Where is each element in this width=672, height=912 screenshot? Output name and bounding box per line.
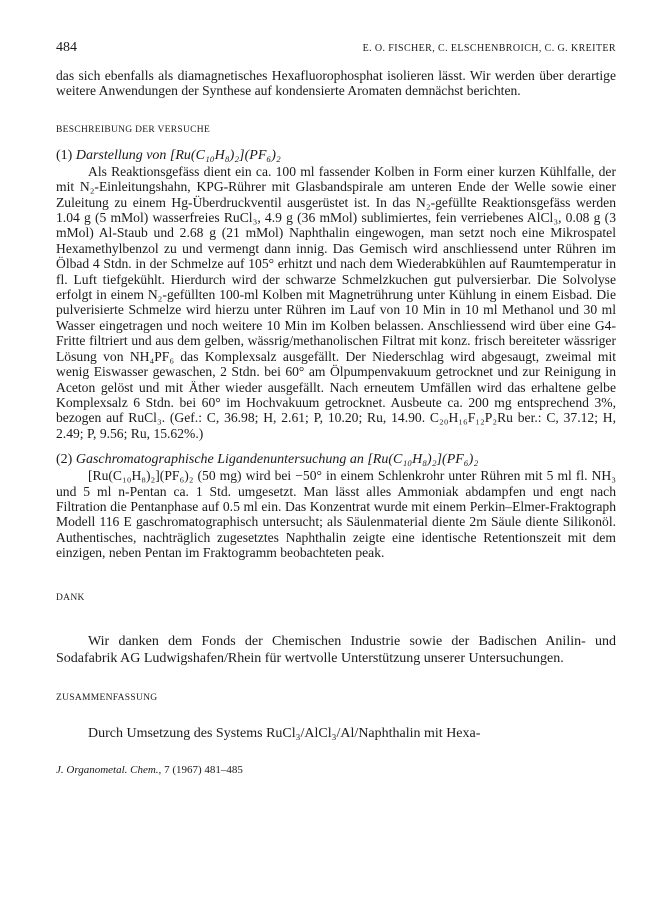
experiment-2-number: (2) <box>56 452 73 468</box>
experiment-1-text: Als Reaktionsgefäss dient ein ca. 100 ml fassender Kolben in Form einer kurzen Kühlfalle, der mit N₂-Einleitungshahn, KPG-Rührer mit Glasbandspirale am unteren Ende der Welle sowie einer Zuleitung zu einem Hg-Überdruckventil ausgerüstet ist. In das N₂-gefüllte Reaktionsgefäss werden 1.04 g (5 mMol) wasserfreies RuCl₃, 4.9 g (36 mMol) sublimiertes, fein verriebenes AlCl₃, 0.08 g (3 mMol) Al-Staub und 2.68 g (21 mMol) Naphthalin eingewogen, man setzt noch eine Mikrospatel Hexamethylbenzol zu und vermengt dann innig. Das Gemisch wird anschliessend unter Rühren im Ölbad 4 Stdn. in der Schmelze auf 105° erhitzt und nach dem Wiederabkühlen auf Raumtemperatur in fl. Luft tiefgekühlt. Hierdurch wird der schwarze Schmelzkuchen gut pulversierbar. Die Solvolyse erfolgt in einem N₂-gefüllten 100-ml Kolben mit Magnetrührung unter Kühlung in einem Eisbad. Die pulverisierte Schmelze wird hierzu unter Rühren im Lauf von 10 Min in 10 ml Methanol und 30 ml Wasser eingetragen und noch weitere 10 Min im Kolben belassen. Anschliessend wird über eine G4-Fritte filtriert und aus dem gelben, wässrig/methanolischen Filtrat mit konz. frisch bereiteter wässriger Lösung von NH₄PF₆ das Komplexsalz ausgefällt. Der Niederschlag wird abgesaugt, zweimal mit wenig Eiswasser gewaschen, 2 Stdn. bei 60° am Ölpumpenvakuum getrocknet und zur Reinigung in Aceton gelöst und mit Äther wieder ausgefällt. Nach erneutem Umfällen wird das erhaltene gelbe Komplexsalz 6 Stdn. bei 60° im Hochvakuum getrocknet. Ausbeute ca. 200 mg entsprechend 3%, bezogen auf RuCl₃. (Gef.: C, 36.98; H, 2.61; P, 10.20; Ru, 14.90. C₂₀H₁₆F₁₂P₂Ru ber.: C, 37.12; H, 2.49; P, 9.56; Ru, 15.62%.) <box>56 163 616 441</box>
experiment-1 <box>56 147 616 441</box>
section-heading-experimental: BESCHREIBUNG DER VERSUCHE <box>56 124 211 135</box>
experiment-2-text: [Ru(C₁₀H₈)₂](PF₆)₂ (50 mg) wird bei −50° in einem Schlenkrohr unter Rühren mit 5 ml fl. NH₃ und 5 ml n-Pentan ca. 1 Std. umgesetzt. Man lässt alles Ammoniak abdampfen und engt nach Filtration die Pentanphase auf 0.5 ml ein. Das Konzentrat wurde mit einem Perkin–Elmer-Fraktograph Modell 116 E gaschromatographisch untersucht; als Säulenmaterial diente 2m Säule diente Silikonöl. Authentisches, nachträglich zugesetztes Naphthalin zeigte eine identische Retentionszeit mit dem einzigen, neben Pentan im Fraktogramm beobachteten peak. <box>56 468 616 561</box>
experiment-2-heading <box>56 451 616 468</box>
experiment-2 <box>56 451 616 560</box>
journal-name: J. Organometal. Chem., <box>56 763 162 776</box>
acknowledgement-text: Wir danken dem Fonds der Chemischen Industrie sowie der Badischen Anilin- und Sodafabrik AG Ludwigshafen/Rhein für wertvolle Unterstützung unserer Untersuchungen. <box>56 633 616 666</box>
journal-page <box>56 40 616 776</box>
experiment-1-title: Darstellung von [Ru(C₁₀H₈)₂](PF₆)₂ <box>75 147 281 163</box>
journal-footer <box>56 764 616 776</box>
section-heading-dank: DANK <box>56 592 85 603</box>
experiment-2-title: Gaschromatographische Ligandenuntersuchung an [Ru(C₁₀H₈)₂](PF₆)₂ <box>75 452 479 468</box>
experiment-1-number: (1) <box>56 147 73 163</box>
journal-citation: 7 (1967) 481–485 <box>161 763 243 776</box>
summary-text: Durch Umsetzung des Systems RuCl₃/AlCl₃/Al/Naphthalin mit Hexa- <box>88 725 481 741</box>
page-number: 484 <box>56 40 77 55</box>
experiment-1-heading <box>56 147 616 164</box>
intro-paragraph: das sich ebenfalls als diamagnetisches Hexafluorophosphat isolieren lässt. Wir werden über derartige weitere Anwendungen der Synthese auf kondensierte Aromaten demnächst berichten. <box>56 68 616 99</box>
page-header <box>56 40 616 62</box>
section-heading-summary: ZUSAMMENFASSUNG <box>56 692 158 703</box>
running-head: E. O. FISCHER, C. ELSCHENBROICH, C. G. KREITER <box>362 43 616 54</box>
